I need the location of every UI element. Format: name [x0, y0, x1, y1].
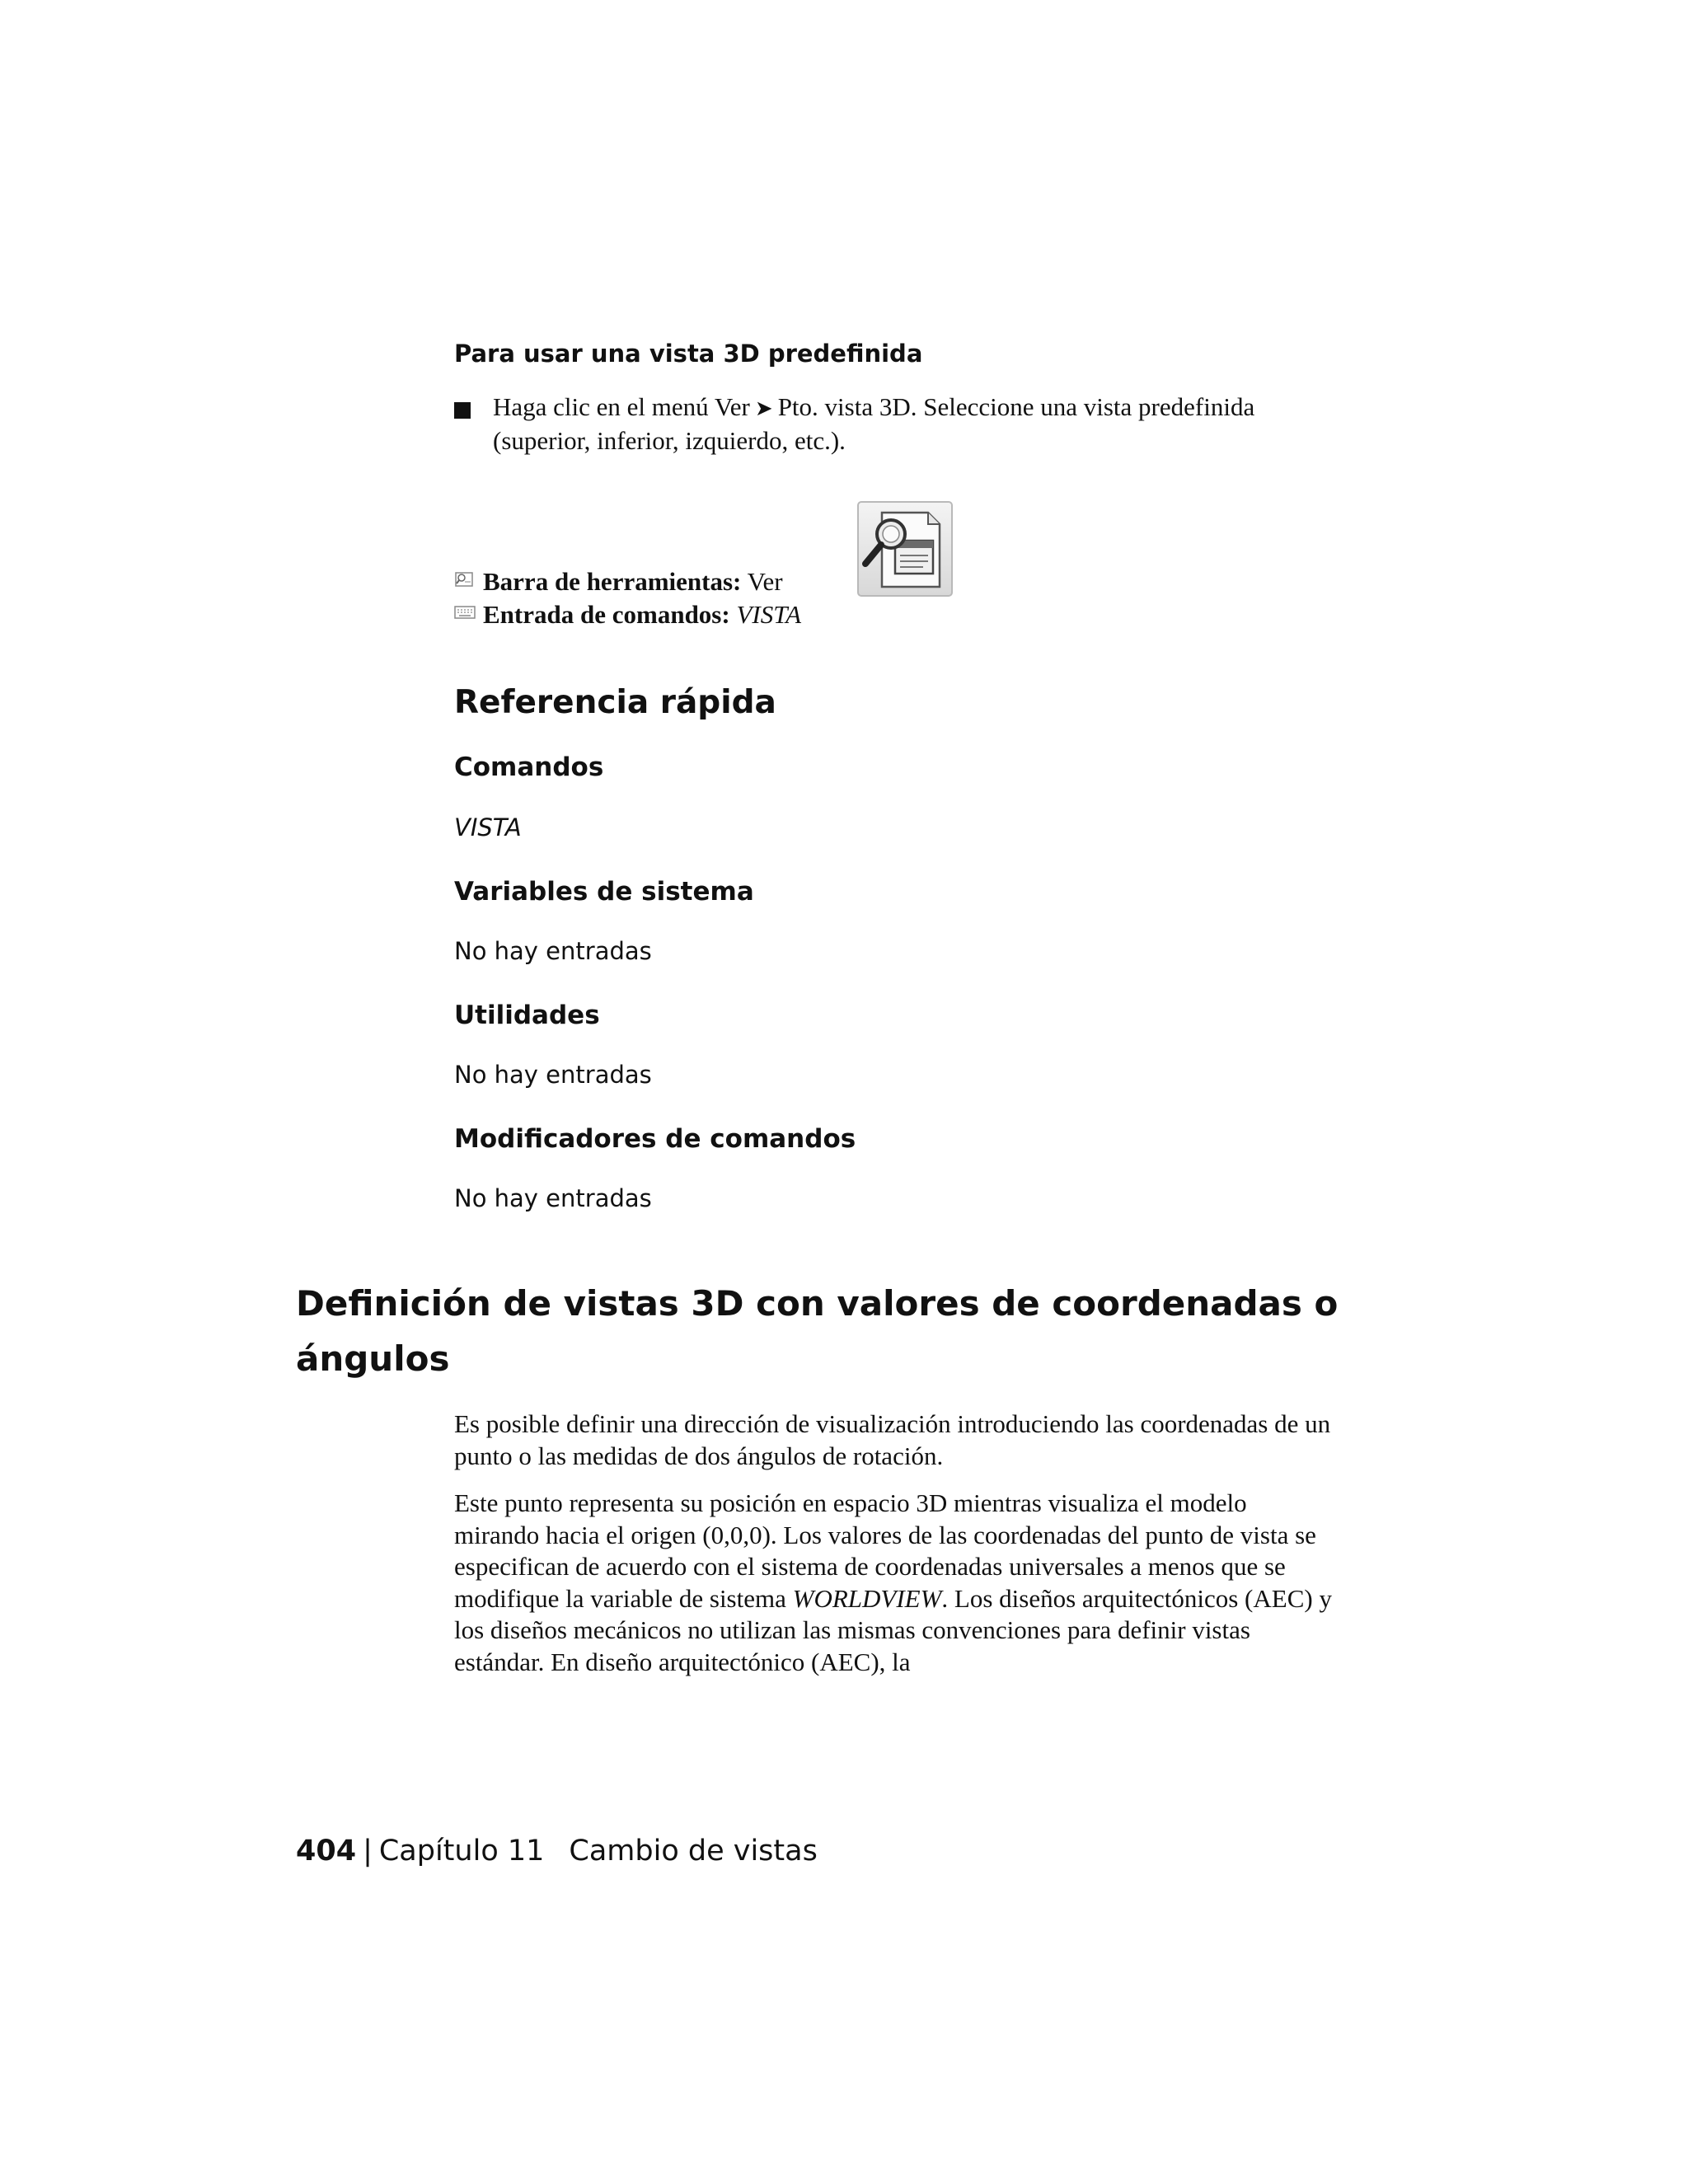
paragraph-2-text-before: Este punto representa su posición en espacio 3D mientras visualiza el modelo mirando hacia el origen (0,0,0). Los valores de las coordenadas del punto de vista se especifican de acuerdo con el sistema de coordenadas universales a menos que se modifique la variable de sistema — [454, 1488, 1316, 1613]
footer-separator: | — [363, 1835, 373, 1868]
section-paragraph-2 — [454, 1488, 1336, 1678]
command-reference-label: Entrada de comandos: — [483, 600, 730, 629]
quick-reference-title: Referencia rápida — [454, 684, 776, 721]
system-variables-value: No hay entradas — [454, 937, 652, 965]
view-toolbar-icon — [857, 501, 953, 597]
command-modifiers-value: No hay entradas — [454, 1184, 652, 1212]
page-footer — [296, 1835, 818, 1868]
toolbar-reference — [483, 567, 783, 597]
step-text-part2: Pto. vista 3D. Seleccione una vista predefinida (superior, inferior, izquierdo, etc.). — [493, 392, 1255, 455]
procedure-step — [493, 391, 1342, 457]
menu-arrow-icon: ➤ — [754, 396, 773, 420]
chapter-label: Capítulo 11 — [378, 1835, 545, 1868]
command-modifiers-heading: Modificadores de comandos — [454, 1124, 856, 1154]
page-number: 404 — [296, 1835, 357, 1868]
system-variables-heading: Variables de sistema — [454, 877, 754, 907]
paragraph-2-text-after: . Los diseños arquitectónicos (AEC) y los diseños mecánicos no utilizan las mismas convenciones para definir vistas estándar. En diseño arquitectónico (AEC), la — [454, 1583, 1332, 1676]
commands-value: VISTA — [454, 813, 522, 841]
bullet-square-icon — [454, 402, 471, 419]
section-title: Definición de vistas 3D con valores de coordenadas o ángulos — [296, 1283, 1339, 1379]
section-paragraph-1: Es posible definir una dirección de visualización introduciendo las coordenadas de un punto o las medidas de dos ángulos de rotación. — [454, 1409, 1331, 1470]
step-text-part1: Haga clic en el menú Ver — [493, 392, 750, 421]
commands-heading: Comandos — [454, 752, 604, 782]
toolbar-reference-label: Barra de herramientas: — [483, 567, 742, 596]
command-reference-value: VISTA — [736, 600, 802, 629]
command-reference — [483, 600, 801, 630]
keyboard-icon — [454, 603, 476, 621]
toolbar-reference-value: Ver — [747, 567, 783, 596]
worldview-variable: WORLDVIEW — [792, 1583, 942, 1613]
utilities-value: No hay entradas — [454, 1061, 652, 1089]
utilities-heading: Utilidades — [454, 1001, 600, 1030]
procedure-title: Para usar una vista 3D predefinida — [454, 340, 923, 368]
chapter-title: Cambio de vistas — [569, 1835, 818, 1868]
toolbar-icon — [454, 570, 476, 588]
